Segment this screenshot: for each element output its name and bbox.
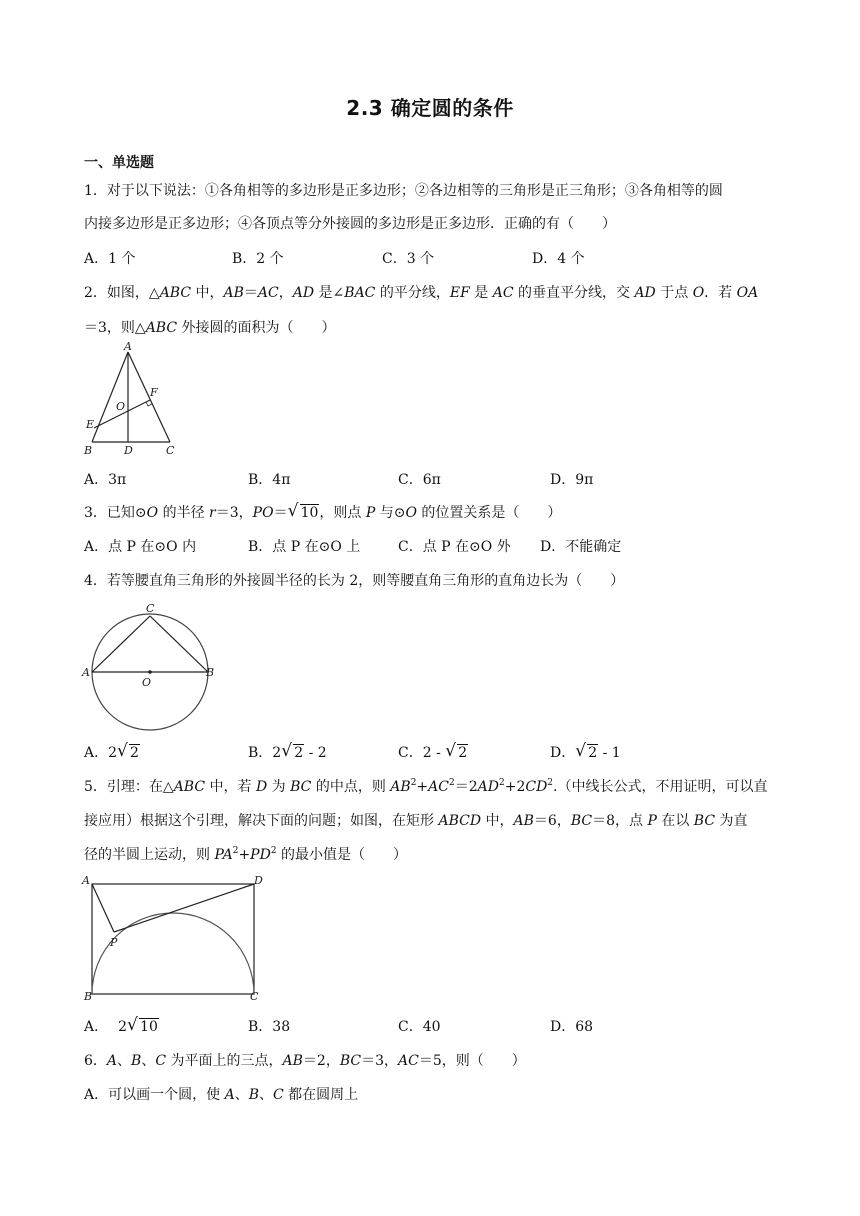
q4-option-a[interactable]: A．2√ 2 bbox=[84, 743, 140, 763]
q2-option-d[interactable]: D．9π bbox=[550, 472, 594, 488]
q1-option-c[interactable]: C．3 个 bbox=[382, 251, 435, 267]
page-title: 2.3 确定圆的条件 bbox=[346, 96, 514, 120]
q4-option-d[interactable]: D．√ 2 - 1 bbox=[550, 743, 621, 763]
q5-line-2: 接应用）根据这个引理，解决下面的问题；如图，在矩形 ABCD 中，AB＝6，BC＝8，点 P 在以 BC 为直 bbox=[84, 813, 748, 829]
q5-label-c: C bbox=[250, 990, 259, 1003]
q3-option-b[interactable]: B．点 P 在⊙O 上 bbox=[248, 539, 361, 555]
q1-line-2: 内接多边形是正多边形；④各顶点等分外接圆的多边形是正多边形．正确的有（ ） bbox=[84, 216, 616, 232]
q2-label-f: F bbox=[150, 386, 158, 399]
q4-option-c[interactable]: C．2 - √ 2 bbox=[398, 743, 468, 763]
q5-line-3: 径的半圆上运动，则 $PA^2+PD^2$ 的最小值是（ ） bbox=[84, 846, 408, 863]
q6-option-a[interactable]: A．可以画一个圆，使 A、B、C 都在圆周上 bbox=[84, 1087, 359, 1103]
q2-option-b[interactable]: B．4π bbox=[248, 472, 291, 488]
q5-option-d[interactable]: D．68 bbox=[550, 1019, 594, 1035]
q4-label-b: B bbox=[206, 666, 215, 679]
q5-option-a[interactable]: A． 2√ 10 bbox=[84, 1017, 159, 1037]
q2-label-a: A bbox=[124, 340, 132, 353]
q2-label-b: B bbox=[84, 444, 93, 457]
q4-circle-figure bbox=[78, 596, 218, 732]
q4-label-o: O bbox=[142, 676, 152, 689]
q6-line-1: 6．A、B、C 为平面上的三点，AB＝2，BC＝3，AC＝5，则（ ） bbox=[84, 1053, 526, 1069]
q5-rectangle-figure bbox=[78, 872, 268, 1006]
q1-line-1: 1．对于以下说法：①各角相等的多边形是正多边形；②各边相等的三角形是正三角形；③各角相等的圆 bbox=[84, 183, 723, 199]
q5-label-a: A bbox=[82, 874, 90, 887]
q5-option-b[interactable]: B．38 bbox=[248, 1019, 291, 1035]
q3-option-d[interactable]: D．不能确定 bbox=[540, 539, 622, 555]
q4-line-1: 4．若等腰直角三角形的外接圆半径的长为 2，则等腰直角三角形的直角边长为（ ） bbox=[84, 573, 625, 589]
q5-label-b: B bbox=[84, 990, 93, 1003]
section-heading: 一、单选题 bbox=[84, 155, 154, 171]
q2-triangle-figure bbox=[80, 340, 180, 460]
q3-line-1: 3．已知⊙O 的半径 r＝3，PO＝√ 10，则点 P 与⊙O 的位置关系是（ ） bbox=[84, 503, 784, 523]
q1-option-a[interactable]: A．1 个 bbox=[84, 251, 136, 267]
q2-line-1: 2．如图，△ABC 中，AB＝AC，AD 是∠BAC 的平分线，EF 是 AC 的垂直平分线，交 AD 于点 O．若 OA bbox=[84, 285, 759, 301]
q3-option-c[interactable]: C．点 P 在⊙O 外 bbox=[398, 539, 511, 555]
q2-label-e: E bbox=[86, 418, 95, 431]
q1-option-d[interactable]: D．4 个 bbox=[532, 251, 585, 267]
q3-option-a[interactable]: A．点 P 在⊙O 内 bbox=[84, 539, 197, 555]
q2-line-2: ＝3，则△ABC 外接圆的面积为（ ） bbox=[84, 320, 336, 336]
q2-option-c[interactable]: C．6π bbox=[398, 472, 441, 488]
q3-sqrt: √ 10 bbox=[300, 504, 320, 521]
q5-label-p: P bbox=[110, 936, 118, 949]
q4-label-c: C bbox=[146, 602, 155, 615]
q4-option-b[interactable]: B．2√ 2 - 2 bbox=[248, 743, 327, 763]
q2-label-c: C bbox=[166, 444, 175, 457]
q5-line-1: 5．引理：在△ABC 中，若 D 为 BC 的中点，则 $AB^2+AC^2=2AD^2+2CD^2$.（中线长公式，不用证明，可以直 bbox=[84, 778, 768, 795]
q2-option-a[interactable]: A．3π bbox=[84, 472, 127, 488]
q2-label-d: D bbox=[124, 444, 133, 457]
q5-label-d: D bbox=[254, 874, 263, 887]
q2-label-o: O bbox=[116, 400, 126, 413]
q5-option-c[interactable]: C．40 bbox=[398, 1019, 441, 1035]
q1-option-b[interactable]: B．2 个 bbox=[232, 251, 284, 267]
q4-label-a: A bbox=[82, 666, 90, 679]
